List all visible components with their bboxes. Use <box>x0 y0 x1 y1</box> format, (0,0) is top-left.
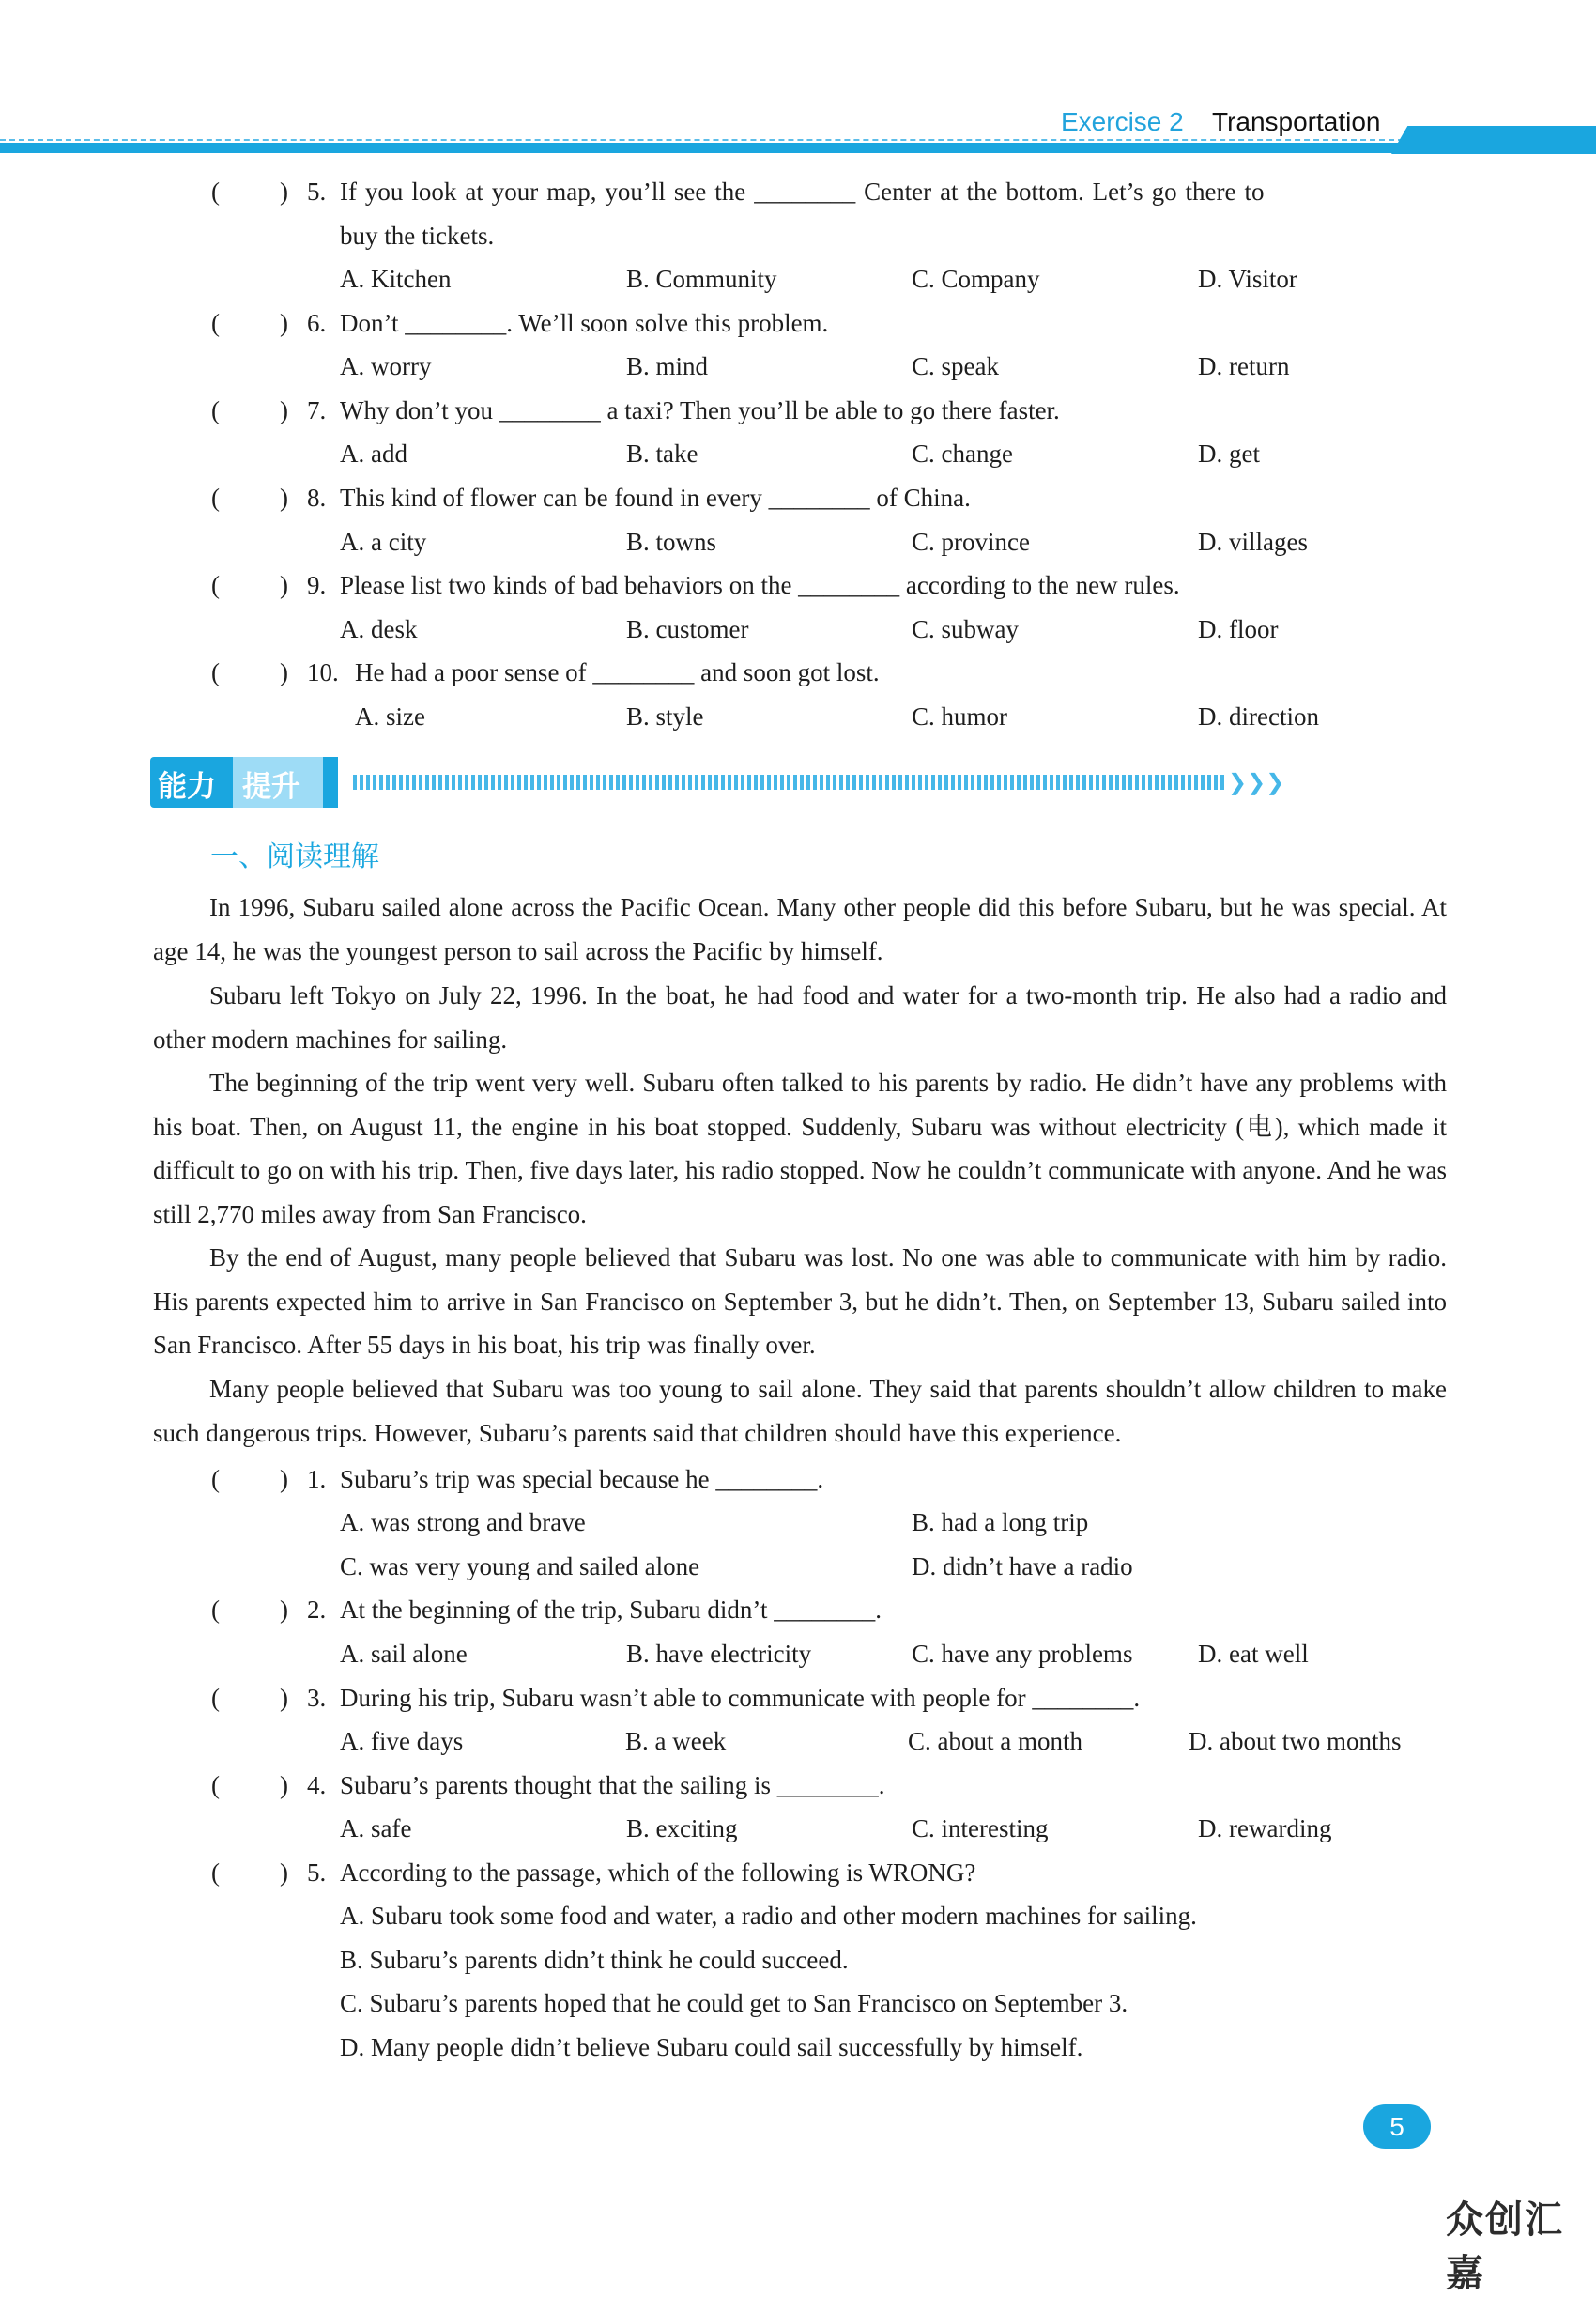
passage-paragraph: Many people believed that Subaru was too young to sail alone. They said that parents shouldn’t allow children to make such dangerous trips. However, Subaru’s parents said that children should have this experience. <box>153 1375 1447 1447</box>
option-d: D. get <box>1198 439 1260 468</box>
header-bar <box>0 143 1596 153</box>
passage-paragraph: The beginning of the trip went very well. Subaru often talked to his parents by radio. He didn’t have any problems with his boat. Then, on August 11, the engine in his boat stopped. Suddenly, Subaru was without electricity (电), which made it difficult to go on with his trip. Then, five days later, his radio stopped. Now he couldn’t communicate with anyone. And he was still 2,770 miles away from San Francisco. <box>153 1069 1447 1229</box>
option-d: D. direction <box>1198 702 1319 731</box>
question-stem: Please list two kinds of bad behaviors on the ________ according to the new rules. <box>340 571 1180 599</box>
answer-paren-open: ( <box>211 396 220 424</box>
question-number: 3. <box>307 1684 327 1712</box>
option-b: B. take <box>626 439 698 468</box>
answer-paren-open: ( <box>211 309 220 337</box>
question-stem: This kind of flower can be found in every ________ of China. <box>340 484 971 512</box>
option-d: D. Many people didn’t believe Subaru could sail successfully by himself. <box>340 2033 1083 2061</box>
option-b: B. towns <box>626 528 717 556</box>
question-number: 10. <box>307 658 339 686</box>
option-a: A. a city <box>340 528 427 556</box>
option-a: A. five days <box>340 1727 464 1755</box>
question-stem: At the beginning of the trip, Subaru didn’t ________. <box>340 1596 882 1624</box>
banner-dotted-line <box>353 775 1226 790</box>
answer-paren-close: ) <box>280 177 288 206</box>
option-c: C. speak <box>912 352 999 380</box>
chevrons-right-icon: ❯❯❯ <box>1228 769 1285 795</box>
answer-paren-open: ( <box>211 1771 220 1799</box>
option-c: C. Company <box>912 265 1040 293</box>
option-d: D. rewarding <box>1198 1814 1332 1842</box>
option-c: C. about a month <box>908 1727 1082 1755</box>
answer-paren-close: ) <box>280 1771 288 1799</box>
option-a: A. was strong and brave <box>340 1508 586 1536</box>
option-b: B. customer <box>626 615 749 643</box>
answer-paren-open: ( <box>211 1465 220 1493</box>
answer-paren-close: ) <box>280 396 288 424</box>
option-c: C. humor <box>912 702 1008 731</box>
question-number: 9. <box>307 571 327 599</box>
question-number: 4. <box>307 1771 327 1799</box>
option-a: A. desk <box>340 615 418 643</box>
option-c: C. change <box>912 439 1013 468</box>
option-d: D. villages <box>1198 528 1308 556</box>
answer-paren-open: ( <box>211 658 220 686</box>
option-a: A. size <box>355 702 425 731</box>
answer-paren-open: ( <box>211 1684 220 1712</box>
question-number: 8. <box>307 484 327 512</box>
question-number: 7. <box>307 396 327 424</box>
exercise-label: Exercise 2 <box>1061 107 1184 136</box>
option-b: B. had a long trip <box>912 1508 1089 1536</box>
answer-paren-close: ) <box>280 1858 288 1887</box>
option-c: C. interesting <box>912 1814 1049 1842</box>
option-c: C. subway <box>912 615 1019 643</box>
answer-paren-open: ( <box>211 177 220 206</box>
answer-paren-open: ( <box>211 1596 220 1624</box>
option-b: B. Subaru’s parents didn’t think he could succeed. <box>340 1946 849 1974</box>
banner-title-part2: 提升 <box>242 770 300 804</box>
question-stem: If you look at your map, you’ll see the ________ Center at the bottom. Let’s go there to <box>340 177 1265 206</box>
option-b: B. a week <box>625 1727 727 1755</box>
answer-paren-open: ( <box>211 571 220 599</box>
question-number: 5. <box>307 177 327 206</box>
answer-paren-close: ) <box>280 309 288 337</box>
option-c: C. province <box>912 528 1030 556</box>
question-stem: Don’t ________. We’ll soon solve this problem. <box>340 309 829 337</box>
question-stem: Subaru’s parents thought that the sailing is ________. <box>340 1771 885 1799</box>
banner-title-part1: 能力 <box>158 770 216 804</box>
answer-paren-close: ) <box>280 658 288 686</box>
option-d: D. didn’t have a radio <box>912 1552 1133 1580</box>
question-stem: Why don’t you ________ a taxi? Then you’ll be able to go there faster. <box>340 396 1060 424</box>
option-a: A. add <box>340 439 407 468</box>
option-a: A. Subaru took some food and water, a radio and other modern machines for sailing. <box>340 1902 1197 1930</box>
question-number: 6. <box>307 309 327 337</box>
watermark: 众创汇嘉 <box>1446 2198 1564 2295</box>
option-a: A. worry <box>340 352 432 380</box>
option-c: C. have any problems <box>912 1640 1133 1668</box>
option-b: B. mind <box>626 352 709 380</box>
question-stem: During his trip, Subaru wasn’t able to communicate with people for ________. <box>340 1684 1141 1712</box>
question-stem: According to the passage, which of the following is WRONG? <box>340 1858 976 1887</box>
passage-paragraph: By the end of August, many people believed that Subaru was lost. No one was able to communicate with him by radio. His parents expected him to arrive in San Francisco on September 3, but he didn’t. Then, on September 13, Subaru sailed into San Francisco. After 55 days in his boat, his trip was finally over. <box>153 1243 1447 1360</box>
option-a: A. sail alone <box>340 1640 468 1668</box>
answer-paren-open: ( <box>211 484 220 512</box>
passage-paragraph: In 1996, Subaru sailed alone across the Pacific Ocean. Many other people did this before Subaru, but he was special. At age 14, he was the youngest person to sail across the Pacific by himself. <box>153 893 1447 965</box>
question-number: 5. <box>307 1858 327 1887</box>
option-d: D. floor <box>1198 615 1279 643</box>
option-d: D. eat well <box>1198 1640 1309 1668</box>
option-a: A. safe <box>340 1814 412 1842</box>
question-number: 1. <box>307 1465 327 1493</box>
option-c: C. was very young and sailed alone <box>340 1552 700 1580</box>
option-d: D. about two months <box>1189 1727 1402 1755</box>
option-a: A. Kitchen <box>340 265 452 293</box>
question-number: 2. <box>307 1596 327 1624</box>
option-d: D. Visitor <box>1198 265 1297 293</box>
question-stem-cont: buy the tickets. <box>340 222 495 250</box>
header-dashed-line <box>0 139 1404 141</box>
option-c: C. Subaru’s parents hoped that he could get to San Francisco on September 3. <box>340 1989 1128 2017</box>
section-title: 一、阅读理解 <box>210 840 379 873</box>
option-d: D. return <box>1198 352 1290 380</box>
answer-paren-close: ) <box>280 571 288 599</box>
page-number: 5 <box>1363 2104 1431 2149</box>
answer-paren-close: ) <box>280 484 288 512</box>
option-b: B. style <box>626 702 704 731</box>
question-stem: He had a poor sense of ________ and soon got lost. <box>355 658 880 686</box>
option-b: B. exciting <box>626 1814 738 1842</box>
question-stem: Subaru’s trip was special because he ________. <box>340 1465 824 1493</box>
option-b: B. have electricity <box>626 1640 812 1668</box>
header-tab-shape <box>1391 126 1596 154</box>
answer-paren-close: ) <box>280 1465 288 1493</box>
answer-paren-open: ( <box>211 1858 220 1887</box>
answer-paren-close: ) <box>280 1684 288 1712</box>
banner-edge <box>323 757 338 808</box>
option-b: B. Community <box>626 265 777 293</box>
topic-label: Transportation <box>1212 107 1381 136</box>
passage-paragraph: Subaru left Tokyo on July 22, 1996. In the boat, he had food and water for a two-month trip. He also had a radio and other modern machines for sailing. <box>153 981 1447 1054</box>
answer-paren-close: ) <box>280 1596 288 1624</box>
